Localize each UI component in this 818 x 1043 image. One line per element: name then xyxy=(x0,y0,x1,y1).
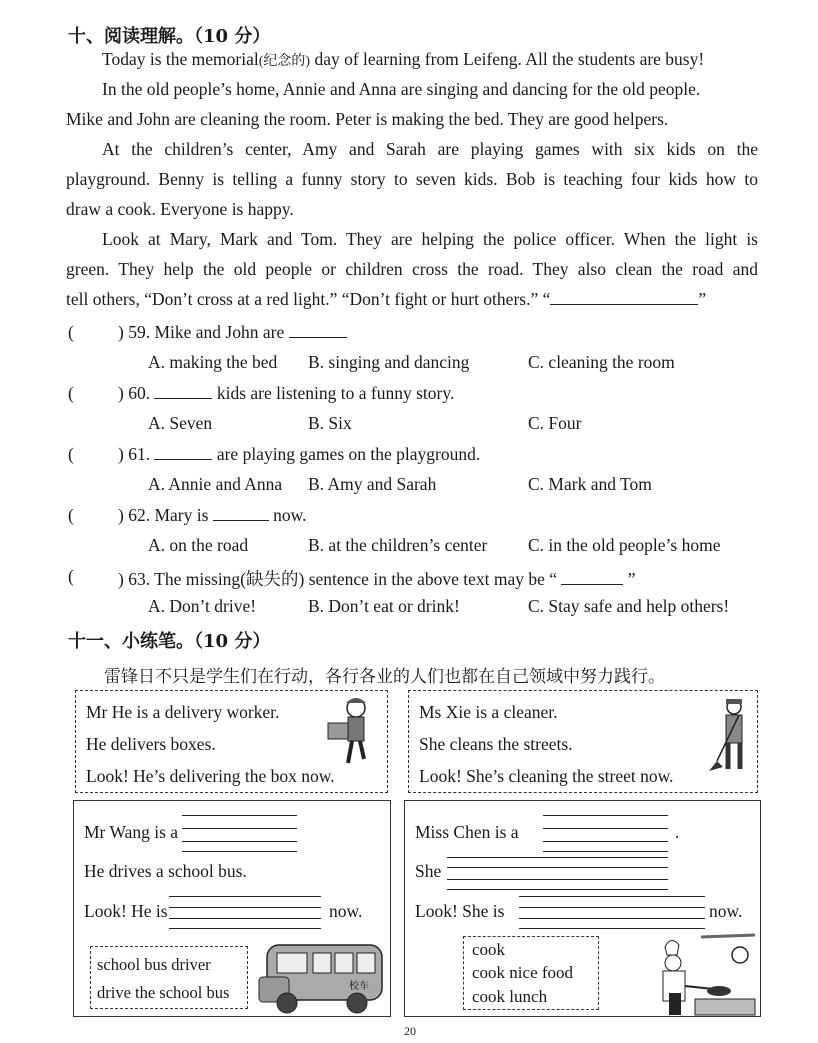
passage-text: tell others, “Don’t cross at a red light.” “Don’t fight or hurt others.” “ xyxy=(66,289,551,309)
option-a[interactable]: A. Don’t drive! xyxy=(148,596,257,616)
example-line: Mr He is a delivery worker. xyxy=(86,702,280,722)
exercise-box-miss-chen xyxy=(404,800,761,1017)
stem-text: Mike and John are xyxy=(154,322,285,342)
exercise-line-3: Look! She is xyxy=(415,901,505,921)
answer-slot[interactable] xyxy=(80,383,116,405)
stem-text: Mary is xyxy=(154,505,209,525)
option-b[interactable]: B. singing and dancing xyxy=(308,352,470,372)
writing-line[interactable] xyxy=(182,841,297,842)
option-b[interactable]: B. at the children’s center xyxy=(308,535,488,555)
answer-slot[interactable] xyxy=(80,505,116,527)
writing-line[interactable] xyxy=(169,928,321,929)
exercise-line-2: She xyxy=(415,861,442,881)
answer-slot[interactable] xyxy=(80,444,116,466)
passage-text: day of learning from Leifeng. All the students are busy! xyxy=(310,49,705,69)
answer-paren-close: ) xyxy=(118,322,124,342)
example-line: Ms Xie is a cleaner. xyxy=(419,702,558,722)
answer-paren-open: ( xyxy=(68,566,74,586)
writing-line[interactable] xyxy=(169,918,321,919)
option-a[interactable]: A. Seven xyxy=(148,413,213,433)
option-b[interactable]: B. Amy and Sarah xyxy=(308,474,437,494)
cook-image xyxy=(645,931,757,1016)
passage-line-5: playground. Benny is telling a funny story to seven kids. Bob is teaching four kids how to xyxy=(66,169,758,189)
hint-item: cook nice food xyxy=(472,963,574,982)
option-c[interactable]: C. Four xyxy=(528,413,582,433)
stem-blank xyxy=(154,445,212,460)
writing-line[interactable] xyxy=(447,867,668,868)
answer-paren-open: ( xyxy=(68,322,74,342)
example-line: Look! She’s cleaning the street now. xyxy=(419,766,674,786)
writing-line[interactable] xyxy=(519,928,705,929)
writing-line[interactable] xyxy=(543,851,668,852)
question-stem xyxy=(118,383,454,404)
exercise-line-3-end: now. xyxy=(329,901,363,921)
writing-line[interactable] xyxy=(543,815,668,816)
hint-item: drive the school bus xyxy=(97,983,230,1002)
writing-line[interactable] xyxy=(543,828,668,829)
example-line: He delivers boxes. xyxy=(86,734,216,754)
example-box-delivery xyxy=(75,690,388,793)
writing-line[interactable] xyxy=(543,841,668,842)
stem-text: The missing(缺失的) sentence in the above text may be “ xyxy=(154,569,558,589)
exercise-line-2: He drives a school bus. xyxy=(84,861,247,881)
option-a[interactable]: A. making the bed xyxy=(148,352,278,372)
question-number: 59. xyxy=(128,322,151,342)
hint-box xyxy=(90,946,248,1009)
stem-text: kids are listening to a funny story. xyxy=(216,383,455,403)
stem-text: now. xyxy=(273,505,307,525)
passage-line-1 xyxy=(102,49,704,70)
passage-line-3: Mike and John are cleaning the room. Peter is making the bed. They are good helpers. xyxy=(66,109,669,129)
answer-paren-close: ) xyxy=(118,569,124,589)
stem-blank xyxy=(154,384,212,399)
answer-paren-close: ) xyxy=(118,505,124,525)
answer-slot[interactable] xyxy=(80,322,116,344)
stem-blank xyxy=(561,570,623,585)
gloss: (纪念的) xyxy=(258,54,311,69)
section-10-title: 十、阅读理解。（10 分） xyxy=(68,26,271,47)
section-11-intro: 雷锋日不只是学生们在行动，各行各业的人们也都在自己领域中努力践行。 xyxy=(104,667,665,687)
hint-box xyxy=(463,936,599,1010)
writing-line[interactable] xyxy=(519,918,705,919)
option-c[interactable]: C. cleaning the room xyxy=(528,352,675,372)
stem-blank xyxy=(289,323,347,338)
option-c[interactable]: C. in the old people’s home xyxy=(528,535,721,555)
option-c[interactable]: C. Mark and Tom xyxy=(528,474,652,494)
writing-line[interactable] xyxy=(447,857,668,858)
question-number: 62. xyxy=(128,505,151,525)
question-number: 60. xyxy=(128,383,151,403)
answer-paren-open: ( xyxy=(68,505,74,525)
option-b[interactable]: B. Don’t eat or drink! xyxy=(308,596,460,616)
answer-paren-close: ) xyxy=(118,383,124,403)
school-bus-image xyxy=(257,937,387,1017)
option-a[interactable]: A. on the road xyxy=(148,535,249,555)
example-box-cleaner xyxy=(408,690,758,793)
page-number: 20 xyxy=(404,1024,416,1038)
writing-line[interactable] xyxy=(519,896,705,897)
delivery-worker-image xyxy=(326,693,376,768)
passage-text: ” xyxy=(698,289,707,309)
cleaner-image xyxy=(709,695,749,775)
hint-item: cook xyxy=(472,940,506,959)
question-stem xyxy=(118,444,480,465)
question-number: 61. xyxy=(128,444,151,464)
stem-blank xyxy=(213,506,269,521)
answer-paren-open: ( xyxy=(68,383,74,403)
example-line: She cleans the streets. xyxy=(419,734,573,754)
passage-line-8: green. They help the old people or children cross the road. They also clean the road and xyxy=(66,259,758,279)
exercise-line-3-end: now. xyxy=(709,901,743,921)
exercise-box-mr-wang xyxy=(73,800,391,1017)
writing-line[interactable] xyxy=(182,815,297,816)
section-11-title: 十一、小练笔。（10 分） xyxy=(68,631,271,652)
passage-line-4: At the children’s center, Amy and Sarah are playing games with six kids on the xyxy=(102,139,758,159)
answer-paren-close: ) xyxy=(118,444,124,464)
passage-line-7: Look at Mary, Mark and Tom. They are helping the police officer. When the light is xyxy=(102,229,758,249)
exercise-line-1: Miss Chen is a xyxy=(415,822,519,842)
hint-item: school bus driver xyxy=(97,955,211,974)
option-a[interactable]: A. Annie and Anna xyxy=(148,474,283,494)
question-stem xyxy=(118,505,307,526)
stem-text: ” xyxy=(627,569,636,589)
writing-line[interactable] xyxy=(519,907,705,908)
passage-line-6: draw a cook. Everyone is happy. xyxy=(66,199,294,219)
option-b[interactable]: B. Six xyxy=(308,413,352,433)
example-line: Look! He’s delivering the box now. xyxy=(86,766,335,786)
writing-line[interactable] xyxy=(447,889,668,890)
writing-line[interactable] xyxy=(182,828,297,829)
writing-line[interactable] xyxy=(447,879,668,880)
writing-line[interactable] xyxy=(169,907,321,908)
question-number: 63. xyxy=(128,569,151,589)
question-stem xyxy=(118,566,636,591)
stem-text: are playing games on the playground. xyxy=(216,444,481,464)
writing-line[interactable] xyxy=(169,896,321,897)
exercise-line-3: Look! He is xyxy=(84,901,168,921)
answer-paren-open: ( xyxy=(68,444,74,464)
writing-line[interactable] xyxy=(182,851,297,852)
option-c[interactable]: C. Stay safe and help others! xyxy=(528,596,730,616)
hint-item: cook lunch xyxy=(472,987,548,1006)
passage-text: Today is the memorial xyxy=(102,49,259,69)
answer-slot[interactable] xyxy=(80,566,116,588)
exercise-line-1-end: . xyxy=(675,822,680,842)
passage-line-2: In the old people’s home, Annie and Anna are singing and dancing for the old people. xyxy=(102,79,701,99)
question-stem xyxy=(118,322,347,343)
exercise-line-1: Mr Wang is a xyxy=(84,822,179,842)
bus-sign: 校车 xyxy=(349,981,369,992)
answer-blank[interactable] xyxy=(550,290,698,305)
passage-line-9 xyxy=(66,289,706,310)
